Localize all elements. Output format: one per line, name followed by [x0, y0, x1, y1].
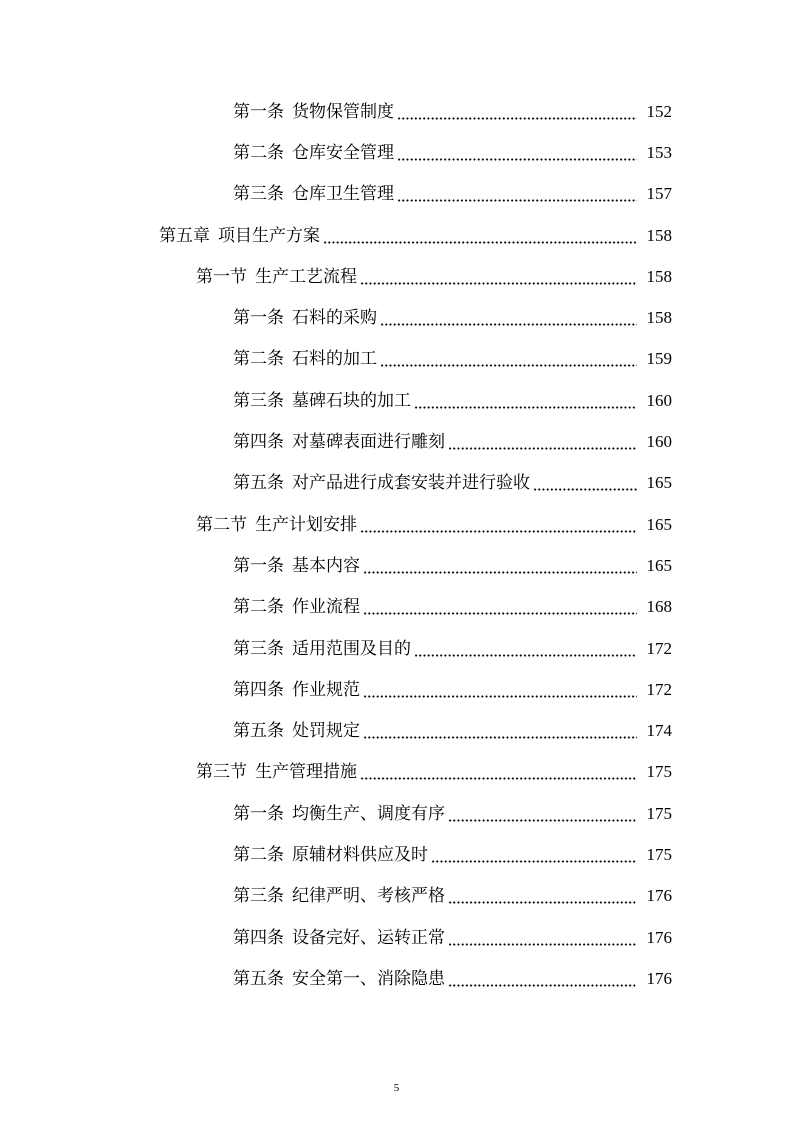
toc-entry-title: 墓碑石块的加工 [292, 390, 411, 411]
toc-entry-page: 175 [646, 803, 672, 823]
toc-entry-page: 172 [646, 679, 672, 699]
toc-entry-page: 160 [646, 390, 672, 410]
toc-entry-page: 158 [646, 266, 672, 286]
toc-entry-label [233, 886, 445, 906]
toc-entry-label [233, 845, 428, 865]
toc-entry-number: 第一条 [233, 555, 284, 576]
toc-entry-label [233, 556, 360, 576]
toc-entry-page: 176 [646, 927, 672, 947]
toc-entry-label [233, 721, 360, 741]
dot-leader [323, 226, 637, 246]
toc-entry-page: 159 [646, 349, 672, 369]
dot-leader [380, 308, 637, 328]
toc-entry-title: 生产管理措施 [255, 762, 357, 783]
toc-entry-number: 第一节 [196, 266, 247, 287]
toc-entry[interactable] [0, 545, 793, 586]
dot-leader [448, 804, 637, 824]
toc-entry-page: 158 [646, 308, 672, 328]
toc-entry-page: 172 [646, 638, 672, 658]
toc-entry[interactable] [0, 91, 793, 132]
toc-entry-number: 第四条 [233, 679, 284, 700]
toc-entry-number: 第五章 [159, 225, 210, 246]
table-of-contents [0, 91, 793, 1000]
dot-leader [448, 886, 637, 906]
toc-entry[interactable] [0, 793, 793, 834]
toc-entry-page: 160 [646, 432, 672, 452]
toc-entry[interactable] [0, 587, 793, 628]
toc-entry-number: 第五条 [233, 473, 284, 494]
dot-leader [414, 639, 637, 659]
dot-leader [397, 102, 637, 122]
toc-entry[interactable] [0, 215, 793, 256]
page-number: 5 [393, 1082, 400, 1094]
toc-entry-title: 对产品进行成套安装并进行验收 [292, 473, 530, 494]
toc-entry-page: 157 [646, 184, 672, 204]
toc-entry-title: 货物保管制度 [292, 101, 394, 122]
toc-entry-title: 石料的加工 [292, 349, 377, 370]
toc-entry-label [196, 762, 357, 782]
toc-entry-number: 第二条 [233, 844, 284, 865]
toc-entry-label [233, 639, 411, 659]
toc-entry-page: 165 [646, 473, 672, 493]
toc-entry[interactable] [0, 669, 793, 710]
toc-entry-label [233, 473, 530, 493]
toc-entry-label [233, 184, 394, 204]
dot-leader [363, 597, 637, 617]
toc-entry[interactable] [0, 834, 793, 875]
toc-entry-page: 176 [646, 886, 672, 906]
dot-leader [533, 473, 637, 493]
toc-entry-title: 设备完好、运转正常 [292, 927, 445, 948]
toc-entry[interactable] [0, 463, 793, 504]
toc-entry-page: 153 [646, 142, 672, 162]
toc-entry-title: 仓库安全管理 [292, 142, 394, 163]
toc-entry-page: 168 [646, 597, 672, 617]
toc-entry-page: 176 [646, 968, 672, 988]
toc-entry-title: 生产计划安排 [255, 514, 357, 535]
toc-entry-page: 165 [646, 514, 672, 534]
toc-entry-label [233, 102, 394, 122]
toc-entry[interactable] [0, 958, 793, 999]
toc-entry-number: 第五条 [233, 968, 284, 989]
toc-entry-number: 第四条 [233, 927, 284, 948]
toc-entry-number: 第三节 [196, 762, 247, 783]
toc-entry-label [233, 349, 377, 369]
toc-entry[interactable] [0, 421, 793, 462]
toc-entry[interactable] [0, 256, 793, 297]
toc-entry-title: 作业规范 [292, 679, 360, 700]
toc-entry-label [233, 432, 445, 452]
toc-entry-number: 第二条 [233, 349, 284, 370]
toc-entry[interactable] [0, 917, 793, 958]
dot-leader [431, 845, 637, 865]
toc-entry-title: 基本内容 [292, 555, 360, 576]
dot-leader [360, 515, 637, 535]
toc-entry-number: 第二条 [233, 597, 284, 618]
toc-entry-title: 均衡生产、调度有序 [292, 803, 445, 824]
toc-entry-label [233, 680, 360, 700]
dot-leader [414, 391, 637, 411]
toc-entry-number: 第三条 [233, 184, 284, 205]
toc-entry-number: 第四条 [233, 432, 284, 453]
toc-entry-label [233, 308, 377, 328]
toc-entry[interactable] [0, 174, 793, 215]
toc-entry-label [233, 969, 445, 989]
toc-entry-title: 生产工艺流程 [255, 266, 357, 287]
toc-entry-title: 适用范围及目的 [292, 638, 411, 659]
toc-entry-page: 158 [646, 225, 672, 245]
toc-entry-label [159, 226, 320, 246]
toc-entry-number: 第五条 [233, 721, 284, 742]
dot-leader [397, 143, 637, 163]
dot-leader [363, 680, 637, 700]
toc-entry-number: 第二条 [233, 142, 284, 163]
dot-leader [380, 349, 637, 369]
toc-entry[interactable] [0, 504, 793, 545]
toc-entry[interactable] [0, 752, 793, 793]
dot-leader [448, 969, 637, 989]
toc-entry-page: 175 [646, 762, 672, 782]
toc-entry-title: 纪律严明、考核严格 [292, 886, 445, 907]
toc-entry-number: 第一条 [233, 803, 284, 824]
toc-entry-page: 165 [646, 555, 672, 575]
toc-entry-title: 项目生产方案 [218, 225, 320, 246]
toc-entry-number: 第三条 [233, 638, 284, 659]
toc-entry-number: 第三条 [233, 886, 284, 907]
toc-entry[interactable] [0, 710, 793, 751]
toc-entry-title: 石料的采购 [292, 308, 377, 329]
toc-entry-title: 处罚规定 [292, 721, 360, 742]
dot-leader [448, 432, 637, 452]
toc-entry-title: 对墓碑表面进行雕刻 [292, 432, 445, 453]
toc-entry[interactable] [0, 339, 793, 380]
dot-leader [448, 928, 637, 948]
toc-entry-label [233, 143, 394, 163]
dot-leader [360, 762, 637, 782]
toc-entry-number: 第三条 [233, 390, 284, 411]
dot-leader [360, 267, 637, 287]
toc-entry-label [196, 267, 357, 287]
toc-entry-page: 152 [646, 101, 672, 121]
dot-leader [363, 556, 637, 576]
toc-entry-title: 仓库卫生管理 [292, 184, 394, 205]
toc-entry-title: 作业流程 [292, 597, 360, 618]
toc-entry-title: 安全第一、消除隐患 [292, 968, 445, 989]
toc-entry[interactable] [0, 380, 793, 421]
toc-entry[interactable] [0, 876, 793, 917]
dot-leader [363, 721, 637, 741]
toc-entry-label [233, 804, 445, 824]
toc-entry-page: 175 [646, 844, 672, 864]
toc-entry[interactable] [0, 628, 793, 669]
toc-entry[interactable] [0, 297, 793, 338]
toc-entry-number: 第二节 [196, 514, 247, 535]
toc-entry-label [196, 515, 357, 535]
toc-entry-page: 174 [646, 721, 672, 741]
toc-entry-label [233, 391, 411, 411]
toc-entry-label [233, 928, 445, 948]
toc-entry-number: 第一条 [233, 101, 284, 122]
toc-entry-number: 第一条 [233, 308, 284, 329]
toc-entry-title: 原辅材料供应及时 [292, 844, 428, 865]
toc-entry[interactable] [0, 132, 793, 173]
toc-entry-label [233, 597, 360, 617]
dot-leader [397, 184, 637, 204]
